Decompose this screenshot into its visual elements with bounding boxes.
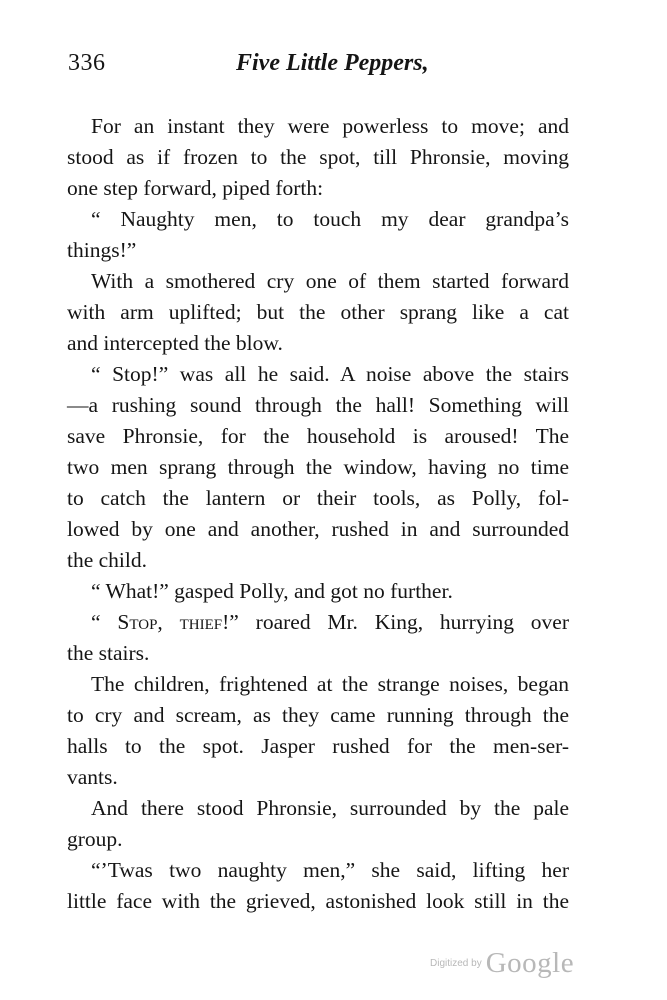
text-line: and intercepted the blow. <box>67 331 283 355</box>
text-line: “ Stop!” was all he said. A noise above the stairs <box>91 362 569 386</box>
page-header <box>68 50 568 90</box>
text-line: vants. <box>67 765 118 789</box>
google-logo: Google <box>485 947 575 979</box>
digitized-by-label: Digitized by <box>430 958 482 969</box>
text-line: halls to the spot. Jasper rushed for the men-ser- <box>67 734 569 758</box>
text-line: one step forward, piped forth: <box>67 176 324 200</box>
text-line: lowed by one and another, rushed in and surrounded <box>67 517 569 541</box>
running-title: Five Little Peppers, <box>236 50 429 76</box>
text-line: save Phronsie, for the household is aroused! The <box>67 424 569 448</box>
text-line-smallcaps <box>67 607 569 638</box>
digitized-watermark <box>430 947 575 987</box>
quote-prefix: “ <box>91 610 118 634</box>
text-line: For an instant they were powerless to move; and <box>91 114 569 138</box>
quote-suffix: !” roared Mr. King, hurrying over <box>222 610 569 634</box>
text-line: And there stood Phronsie, surrounded by the pale <box>91 796 569 820</box>
text-line: to cry and scream, as they came running through the <box>67 703 569 727</box>
text-line: little face with the grieved, astonished look still in the <box>67 889 569 913</box>
text-line: “ What!” gasped Polly, and got no further. <box>91 579 453 603</box>
smallcaps-phrase: Stop, thief <box>117 610 223 634</box>
body-text <box>67 111 569 917</box>
text-line: —a rushing sound through the hall! Something will <box>67 393 569 417</box>
page-number: 336 <box>68 50 106 76</box>
text-line: things!” <box>67 238 137 262</box>
text-line: with arm uplifted; but the other sprang like a cat <box>67 300 569 324</box>
text-line: the child. <box>67 548 148 572</box>
text-line: to catch the lantern or their tools, as Polly, fol- <box>67 486 569 510</box>
text-line: stood as if frozen to the spot, till Phronsie, moving <box>67 145 569 169</box>
text-line: group. <box>67 827 123 851</box>
text-line: “’Twas two naughty men,” she said, lifting her <box>91 858 569 882</box>
text-line: With a smothered cry one of them started forward <box>91 269 569 293</box>
text-line: The children, frightened at the strange noises, began <box>91 672 569 696</box>
text-line: the stairs. <box>67 641 150 665</box>
text-line: “ Naughty men, to touch my dear grandpa’s <box>91 207 569 231</box>
text-line: two men sprang through the window, having no time <box>67 455 569 479</box>
